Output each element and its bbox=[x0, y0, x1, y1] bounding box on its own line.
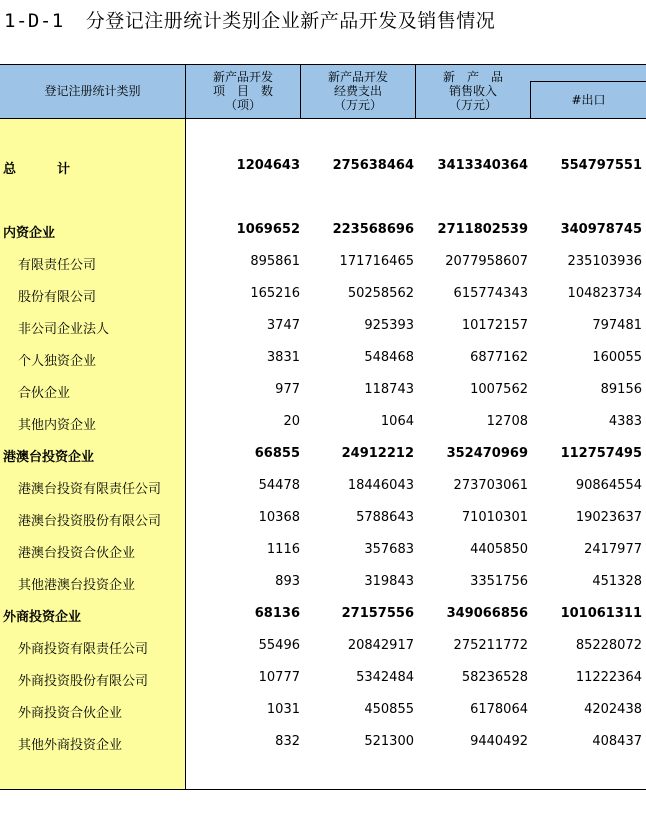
row-label: 港澳台投资有限责任公司 bbox=[18, 482, 162, 497]
table-row bbox=[0, 726, 646, 758]
cell-project-count: 20 bbox=[283, 414, 300, 429]
row-label: 港澳台投资合伙企业 bbox=[18, 546, 136, 561]
table-row bbox=[0, 374, 646, 406]
cell-rd-expense: 275638464 bbox=[332, 158, 414, 173]
cell-sales-revenue: 71010301 bbox=[461, 510, 528, 525]
row-label: 其他外商投资企业 bbox=[18, 738, 123, 753]
cell-export: 160055 bbox=[592, 350, 642, 365]
cell-export: 340978745 bbox=[560, 222, 642, 237]
cell-project-count: 1204643 bbox=[236, 158, 300, 173]
cell-rd-expense: 319843 bbox=[364, 574, 414, 589]
row-label: 内资企业 bbox=[3, 226, 56, 241]
cell-export: 104823734 bbox=[567, 286, 642, 301]
cell-sales-revenue: 12708 bbox=[486, 414, 528, 429]
cell-sales-revenue: 6877162 bbox=[470, 350, 528, 365]
cell-export: 90864554 bbox=[575, 478, 642, 493]
cell-export: 101061311 bbox=[560, 606, 642, 621]
table-title-text: 分登记注册统计类别企业新产品开发及销售情况 bbox=[85, 10, 496, 32]
table-row-hmt bbox=[0, 438, 646, 470]
table-row bbox=[0, 694, 646, 726]
row-label: 其他港澳台投资企业 bbox=[18, 578, 136, 593]
row-label: 非公司企业法人 bbox=[18, 322, 110, 337]
cell-project-count: 54478 bbox=[258, 478, 300, 493]
table-row bbox=[0, 470, 646, 502]
cell-rd-expense: 521300 bbox=[364, 734, 414, 749]
cell-export: 554797551 bbox=[560, 158, 642, 173]
header-export: #出口 bbox=[571, 93, 606, 107]
cell-project-count: 55496 bbox=[258, 638, 300, 653]
table-row bbox=[0, 278, 646, 310]
cell-sales-revenue: 349066856 bbox=[446, 606, 528, 621]
cell-rd-expense: 357683 bbox=[364, 542, 414, 557]
cell-sales-revenue: 3351756 bbox=[470, 574, 528, 589]
cell-sales-revenue: 273703061 bbox=[453, 478, 528, 493]
table-row bbox=[0, 310, 646, 342]
table-title bbox=[4, 6, 495, 33]
cell-rd-expense: 27157556 bbox=[341, 606, 414, 621]
cell-project-count: 66855 bbox=[254, 446, 300, 461]
cell-sales-revenue: 2711802539 bbox=[437, 222, 528, 237]
cell-export: 85228072 bbox=[575, 638, 642, 653]
row-label: 外商投资合伙企业 bbox=[18, 706, 123, 721]
row-label: 外商投资有限责任公司 bbox=[18, 642, 149, 657]
cell-export: 408437 bbox=[592, 734, 642, 749]
table-row bbox=[0, 342, 646, 374]
cell-rd-expense: 5788643 bbox=[356, 510, 414, 525]
row-label: 外商投资企业 bbox=[3, 610, 82, 625]
cell-export: 4383 bbox=[608, 414, 642, 429]
table-row-foreign bbox=[0, 598, 646, 630]
cell-project-count: 977 bbox=[275, 382, 300, 397]
row-label: 港澳台投资企业 bbox=[3, 450, 95, 465]
table-row bbox=[0, 406, 646, 438]
cell-sales-revenue: 352470969 bbox=[446, 446, 528, 461]
header-bottom-rule bbox=[0, 118, 646, 119]
header-project-count: 新产品开发 项 目 数 （项） bbox=[212, 70, 273, 112]
row-label: 股份有限公司 bbox=[18, 290, 97, 305]
row-label: 港澳台投资股份有限公司 bbox=[18, 514, 162, 529]
row-label: 合伙企业 bbox=[18, 386, 71, 401]
cell-rd-expense: 5342484 bbox=[356, 670, 414, 685]
cell-project-count: 3831 bbox=[266, 350, 300, 365]
cell-project-count: 1031 bbox=[266, 702, 300, 717]
cell-sales-revenue: 615774343 bbox=[453, 286, 528, 301]
cell-sales-revenue: 4405850 bbox=[470, 542, 528, 557]
row-label: 有限责任公司 bbox=[18, 258, 97, 273]
cell-export: 89156 bbox=[600, 382, 642, 397]
cell-rd-expense: 925393 bbox=[364, 318, 414, 333]
cell-export: 451328 bbox=[592, 574, 642, 589]
cell-sales-revenue: 1007562 bbox=[470, 382, 528, 397]
cell-export: 19023637 bbox=[575, 510, 642, 525]
cell-sales-revenue: 6178064 bbox=[470, 702, 528, 717]
cell-project-count: 165216 bbox=[250, 286, 300, 301]
cell-rd-expense: 118743 bbox=[364, 382, 414, 397]
cell-sales-revenue: 275211772 bbox=[453, 638, 528, 653]
cell-rd-expense: 20842917 bbox=[347, 638, 414, 653]
cell-project-count: 3747 bbox=[266, 318, 300, 333]
cell-sales-revenue: 2077958607 bbox=[445, 254, 528, 269]
cell-project-count: 832 bbox=[275, 734, 300, 749]
cell-sales-revenue: 58236528 bbox=[461, 670, 528, 685]
data-table bbox=[0, 64, 646, 790]
cell-project-count: 893 bbox=[275, 574, 300, 589]
table-row bbox=[0, 566, 646, 598]
cell-rd-expense: 171716465 bbox=[339, 254, 414, 269]
header-rd-expense: 新产品开发 经费支出 （万元） bbox=[327, 70, 388, 112]
table-row bbox=[0, 246, 646, 278]
cell-export: 112757495 bbox=[560, 446, 642, 461]
table-row bbox=[0, 534, 646, 566]
cell-project-count: 1116 bbox=[266, 542, 300, 557]
row-label: 外商投资股份有限公司 bbox=[18, 674, 149, 689]
cell-sales-revenue: 10172157 bbox=[461, 318, 528, 333]
cell-rd-expense: 1064 bbox=[380, 414, 414, 429]
cell-rd-expense: 450855 bbox=[364, 702, 414, 717]
cell-sales-revenue: 3413340364 bbox=[437, 158, 528, 173]
cell-export: 2417977 bbox=[584, 542, 642, 557]
header-sales-revenue: 新 产 品 销售收入 （万元） bbox=[442, 70, 503, 112]
cell-project-count: 10368 bbox=[258, 510, 300, 525]
cell-rd-expense: 18446043 bbox=[347, 478, 414, 493]
cell-project-count: 10777 bbox=[258, 670, 300, 685]
row-label: 总 计 bbox=[3, 162, 85, 177]
table-row-domestic bbox=[0, 214, 646, 246]
row-label: 其他内资企业 bbox=[18, 418, 97, 433]
table-code: 1-D-1 bbox=[4, 10, 64, 32]
cell-rd-expense: 50258562 bbox=[347, 286, 414, 301]
table-row bbox=[0, 502, 646, 534]
table-row bbox=[0, 662, 646, 694]
cell-project-count: 1069652 bbox=[236, 222, 300, 237]
cell-sales-revenue: 9440492 bbox=[470, 734, 528, 749]
cell-export: 11222364 bbox=[575, 670, 642, 685]
cell-rd-expense: 24912212 bbox=[341, 446, 414, 461]
cell-rd-expense: 223568696 bbox=[332, 222, 414, 237]
table-bottom-rule bbox=[0, 789, 646, 790]
cell-rd-expense: 548468 bbox=[364, 350, 414, 365]
cell-export: 797481 bbox=[592, 318, 642, 333]
cell-project-count: 895861 bbox=[250, 254, 300, 269]
row-label: 个人独资企业 bbox=[18, 354, 97, 369]
cell-export: 235103936 bbox=[567, 254, 642, 269]
cell-export: 4202438 bbox=[584, 702, 642, 717]
header-category: 登记注册统计类别 bbox=[44, 84, 141, 98]
table-row-total bbox=[0, 150, 646, 182]
table-row bbox=[0, 630, 646, 662]
cell-project-count: 68136 bbox=[254, 606, 300, 621]
